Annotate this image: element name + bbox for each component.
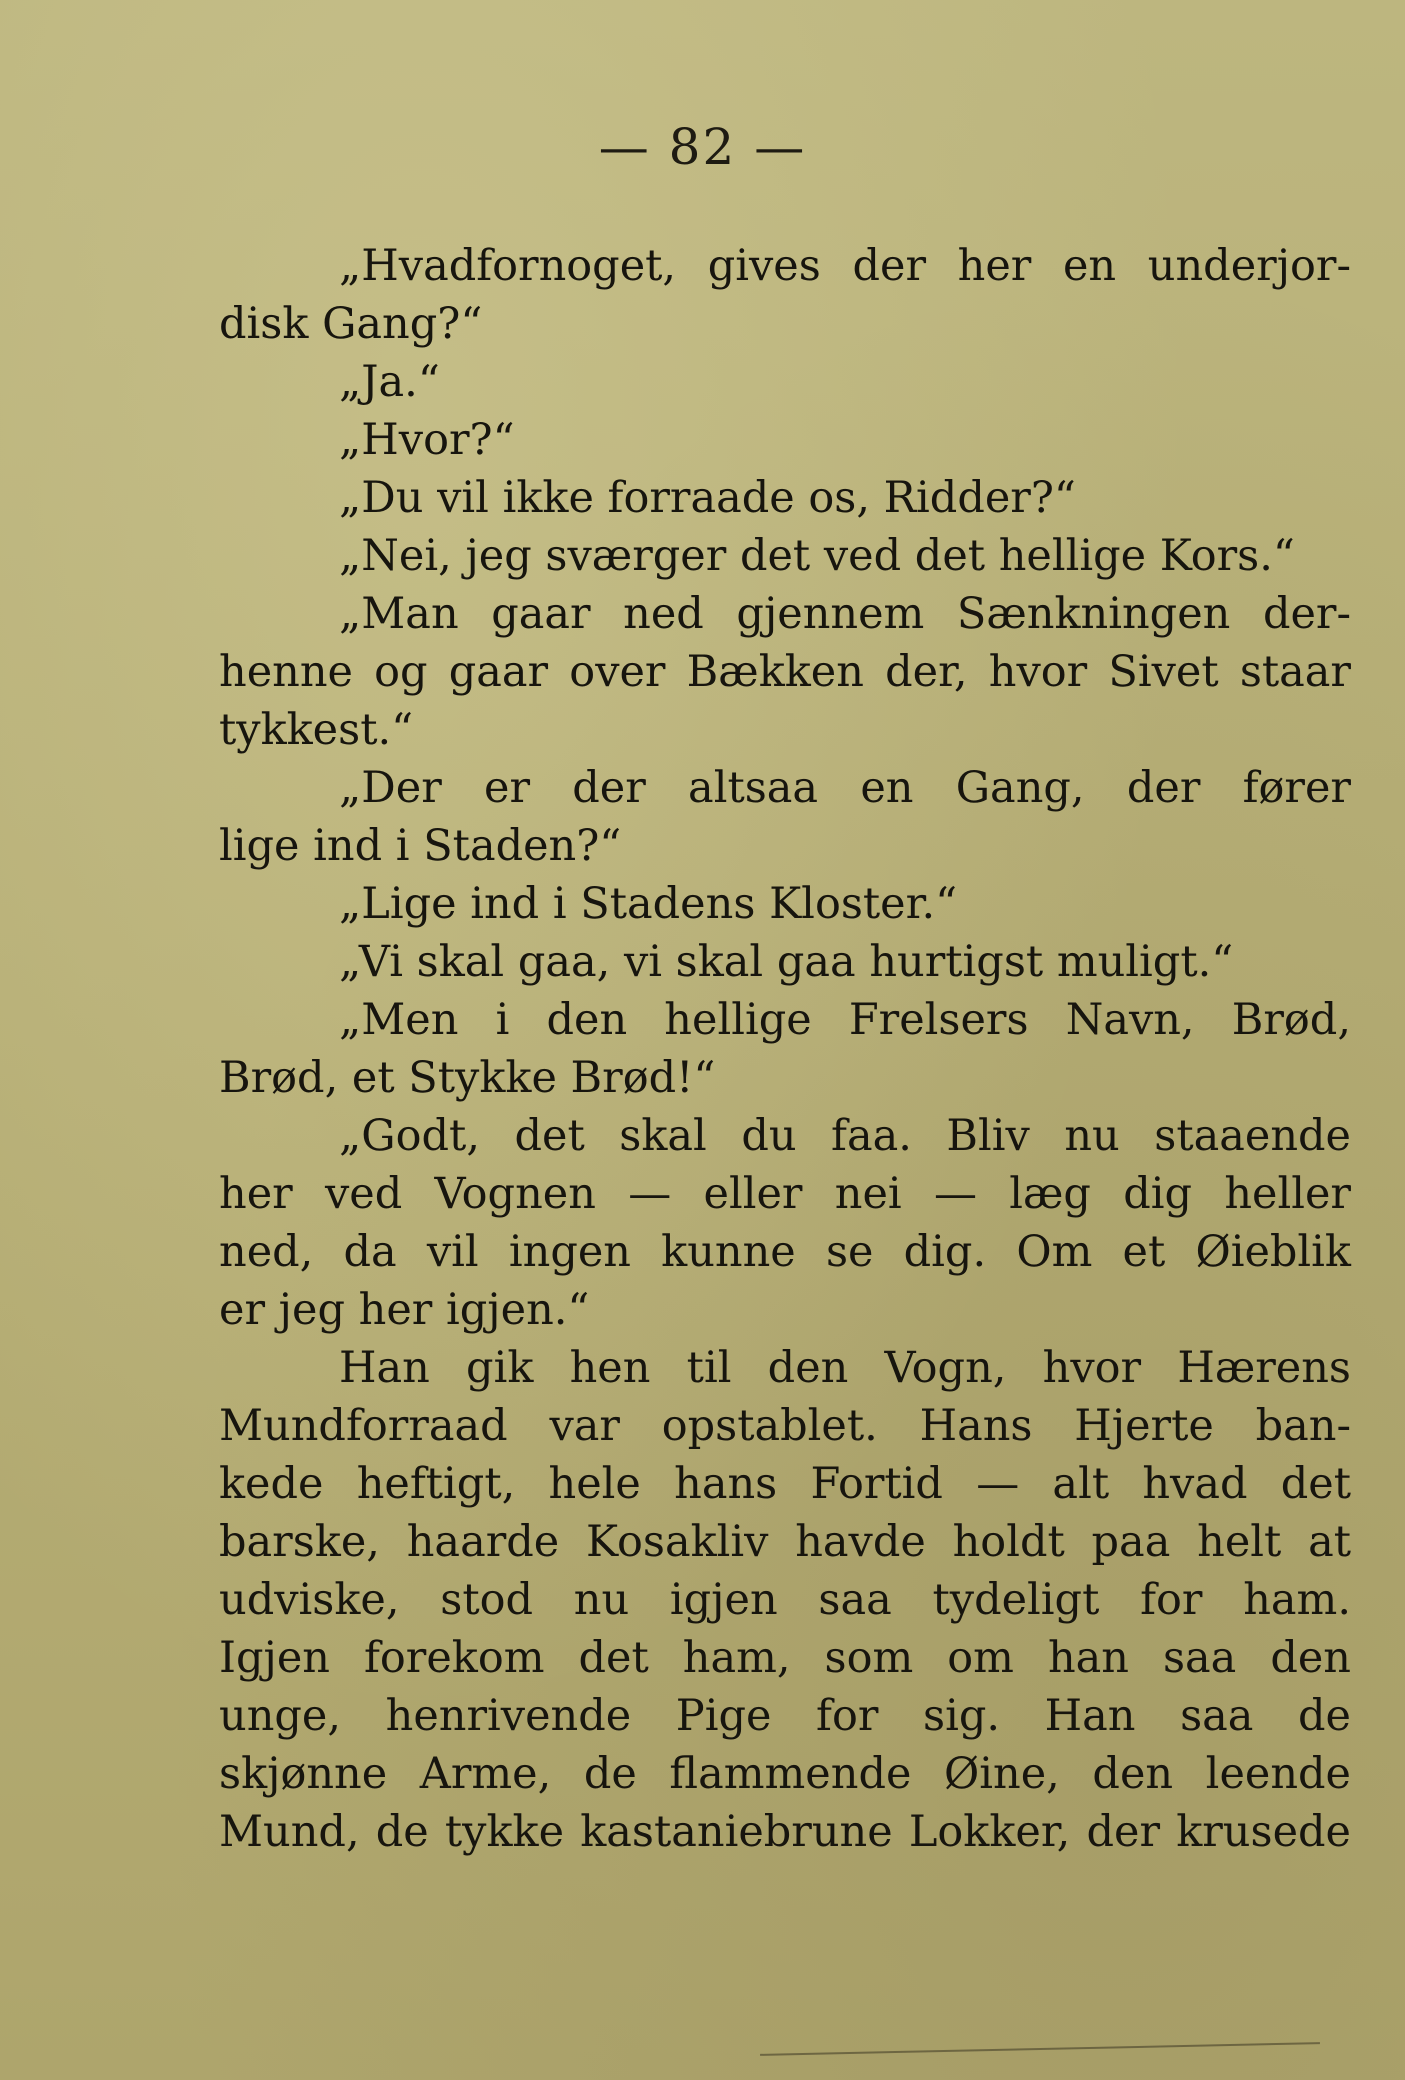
page-edge-line bbox=[760, 2042, 1320, 2056]
text-line: „Der er der altsaa en Gang, der fører bbox=[339, 763, 1351, 813]
text-line: „Du vil ikke forraade os, Ridder?“ bbox=[339, 473, 1076, 523]
body-text bbox=[219, 237, 1351, 1861]
text-line: tykkest.“ bbox=[219, 705, 414, 755]
text-line: Han gik hen til den Vogn, hvor Hærens bbox=[339, 1343, 1351, 1393]
text-line: unge, henrivende Pige for sig. Han saa de bbox=[219, 1691, 1351, 1741]
page-number: — 82 — bbox=[598, 118, 807, 176]
text-line: „Hvadfornoget, gives der her en underjor- bbox=[339, 241, 1351, 291]
text-line: disk Gang?“ bbox=[219, 299, 483, 349]
text-line: „Man gaar ned gjennem Sænkningen der- bbox=[339, 589, 1351, 639]
text-line: Brød, et Stykke Brød!“ bbox=[219, 1053, 716, 1103]
text-line: „Hvor?“ bbox=[339, 415, 515, 465]
text-line: „Vi skal gaa, vi skal gaa hurtigst muligt.“ bbox=[339, 937, 1234, 987]
text-line: her ved Vognen — eller nei — læg dig heller bbox=[219, 1169, 1351, 1219]
text-line: Mund, de tykke kastaniebrune Lokker, der krusede bbox=[219, 1807, 1351, 1857]
text-line: lige ind i Staden?“ bbox=[219, 821, 622, 871]
text-line: kede heftigt, hele hans Fortid — alt hvad det bbox=[219, 1459, 1351, 1509]
text-line: Mundforraad var opstablet. Hans Hjerte ban- bbox=[219, 1401, 1351, 1451]
text-line: „Lige ind i Stadens Kloster.“ bbox=[339, 879, 958, 929]
text-line: „Men i den hellige Frelsers Navn, Brød, bbox=[339, 995, 1351, 1045]
text-line: udviske, stod nu igjen saa tydeligt for ham. bbox=[219, 1575, 1351, 1625]
text-line: „Ja.“ bbox=[339, 357, 440, 407]
text-line: henne og gaar over Bækken der, hvor Sivet staar bbox=[219, 647, 1351, 697]
text-line: er jeg her igjen.“ bbox=[219, 1285, 590, 1335]
text-line: barske, haarde Kosakliv havde holdt paa helt at bbox=[219, 1517, 1351, 1567]
text-line: „Nei, jeg sværger det ved det hellige Kors.“ bbox=[339, 531, 1295, 581]
text-line: „Godt, det skal du faa. Bliv nu staaende bbox=[339, 1111, 1351, 1161]
text-line: skjønne Arme, de flammende Øine, den leende bbox=[219, 1749, 1351, 1799]
text-line: ned, da vil ingen kunne se dig. Om et Øieblik bbox=[219, 1227, 1351, 1277]
text-line: Igjen forekom det ham, som om han saa den bbox=[219, 1633, 1351, 1683]
